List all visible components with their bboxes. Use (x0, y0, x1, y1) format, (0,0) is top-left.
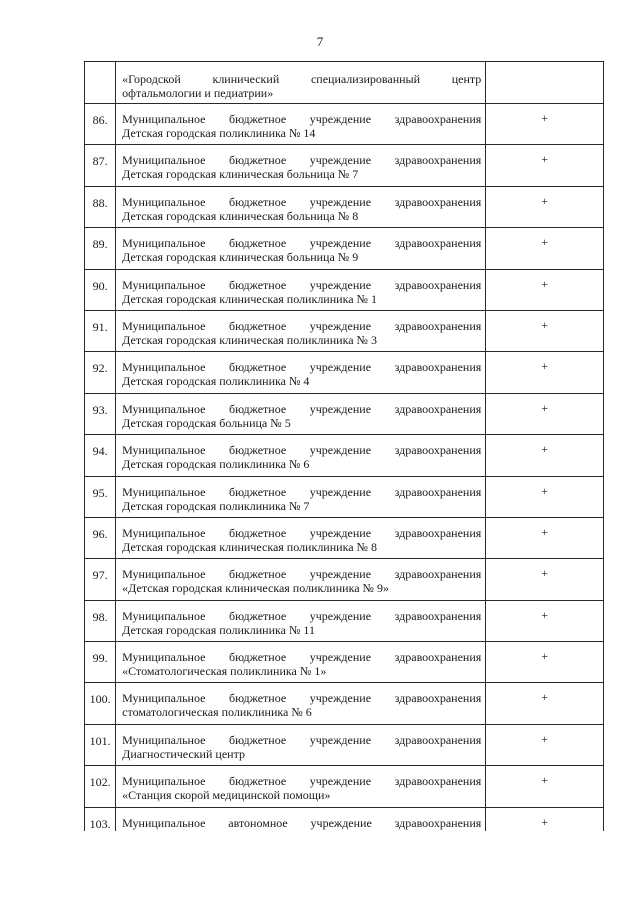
institution-name-cell (116, 145, 486, 186)
row-number: 98. (85, 600, 116, 641)
plus-mark: + (486, 228, 604, 269)
institution-name-cell (116, 517, 486, 558)
institution-name-line-1: Муниципальное бюджетное учреждение здравоохранения (122, 774, 482, 789)
institution-name-cell (116, 310, 486, 351)
page-number: 7 (316, 34, 324, 49)
mark-cell (486, 62, 604, 104)
institution-name-line-2: Детская городская поликлиника № 14 (122, 126, 316, 140)
institution-name-line-1: Муниципальное бюджетное учреждение здравоохранения (122, 567, 482, 582)
table-row (85, 393, 604, 434)
row-number-cell (85, 62, 116, 104)
institutions-table (84, 61, 604, 831)
row-number: 100. (85, 683, 116, 724)
institution-name-line-2: Детская городская клиническая больница № 8 (122, 208, 359, 223)
institution-name-cell (116, 352, 486, 393)
plus-mark: + (486, 724, 604, 765)
plus-mark: + (486, 310, 604, 351)
institution-name-line-1: Муниципальное бюджетное учреждение здравоохранения (122, 732, 482, 747)
institution-name-line-1: «Городской клинический специализированный центр (122, 72, 482, 86)
row-number: 91. (85, 310, 116, 351)
institution-name-line-1: Муниципальное бюджетное учреждение здравоохранения (122, 112, 482, 126)
institution-name-cell (116, 724, 486, 765)
institution-name-cell (116, 393, 486, 434)
plus-mark: + (486, 683, 604, 724)
institution-name-line-1: Муниципальное бюджетное учреждение здравоохранения (122, 401, 482, 416)
institution-name-line-1: Муниципальное бюджетное учреждение здравоохранения (122, 318, 482, 333)
plus-mark: + (486, 145, 604, 186)
table-row (85, 145, 604, 186)
institution-name-line-2: Детская городская поликлиника № 7 (122, 498, 310, 513)
institution-name-line-1: Муниципальное бюджетное учреждение здравоохранения (122, 608, 482, 623)
table-row (85, 724, 604, 765)
plus-mark: + (486, 476, 604, 517)
table-row-continuation (85, 62, 604, 104)
institution-name-line-1: Муниципальное бюджетное учреждение здравоохранения (122, 525, 482, 540)
table-row (85, 476, 604, 517)
plus-mark: + (486, 642, 604, 683)
institution-name-cell (116, 228, 486, 269)
institution-name-line-1: Муниципальное автономное учреждение здравоохранения (122, 815, 482, 830)
plus-mark: + (486, 269, 604, 310)
institution-name-cell (116, 62, 486, 104)
institution-name-cell (116, 807, 486, 831)
plus-mark: + (486, 766, 604, 807)
table-row (85, 600, 604, 641)
institution-name-line-2: Детская городская поликлиника № 4 (122, 374, 310, 389)
plus-mark: + (486, 393, 604, 434)
row-number: 95. (85, 476, 116, 517)
row-number: 102. (85, 766, 116, 807)
row-number: 101. (85, 724, 116, 765)
institution-name-cell (116, 269, 486, 310)
table-row (85, 642, 604, 683)
row-number: 86. (85, 104, 116, 145)
institution-name-line-1: Муниципальное бюджетное учреждение здравоохранения (122, 650, 482, 665)
row-number: 97. (85, 559, 116, 600)
row-number: 103. (85, 807, 116, 831)
institution-name-line-2: Детская городская клиническая больница № 9 (122, 250, 359, 265)
table-body (85, 62, 604, 831)
table-row (85, 435, 604, 476)
plus-mark: + (486, 807, 604, 831)
table-row (85, 766, 604, 807)
institution-name-cell (116, 186, 486, 227)
institution-name-line-2: офтальмологии и педиатрии» (122, 86, 274, 100)
institution-name-cell (116, 104, 486, 145)
institution-name-cell (116, 559, 486, 600)
institution-name-cell (116, 476, 486, 517)
institution-name-line-2: Диагностический центр (122, 746, 245, 761)
row-number: 88. (85, 186, 116, 227)
institution-name-line-1: Муниципальное бюджетное учреждение здравоохранения (122, 484, 482, 499)
institution-name-cell (116, 683, 486, 724)
institution-name-cell (116, 766, 486, 807)
institution-name-cell (116, 435, 486, 476)
plus-mark: + (486, 600, 604, 641)
table-row-last (85, 807, 604, 831)
institution-name-line-1: Муниципальное бюджетное учреждение здравоохранения (122, 236, 482, 251)
table-row (85, 104, 604, 145)
institution-name-line-1: Муниципальное бюджетное учреждение здравоохранения (122, 194, 482, 209)
row-number: 94. (85, 435, 116, 476)
row-number: 89. (85, 228, 116, 269)
row-number: 96. (85, 517, 116, 558)
institution-name-line-1: Муниципальное бюджетное учреждение здравоохранения (122, 691, 482, 706)
plus-mark: + (486, 104, 604, 145)
table-row (85, 559, 604, 600)
institution-name-line-2: Детская городская клиническая поликлиника № 8 (122, 539, 377, 554)
row-number: 99. (85, 642, 116, 683)
row-number: 92. (85, 352, 116, 393)
plus-mark: + (486, 517, 604, 558)
table-row (85, 228, 604, 269)
institution-name-line-2: Детская городская поликлиника № 11 (122, 622, 315, 637)
table-row (85, 269, 604, 310)
table-row (85, 352, 604, 393)
institution-name-line-1: Муниципальное бюджетное учреждение здравоохранения (122, 153, 482, 168)
table-row (85, 683, 604, 724)
institution-name-line-2: «Станция скорой медицинской помощи» (122, 788, 331, 803)
plus-mark: + (486, 352, 604, 393)
plus-mark: + (486, 435, 604, 476)
institution-name-line-2: Детская городская клиническая больница № 7 (122, 167, 359, 182)
row-number: 93. (85, 393, 116, 434)
plus-mark: + (486, 559, 604, 600)
row-number: 87. (85, 145, 116, 186)
institution-name-line-2: «Стоматологическая поликлиника № 1» (122, 664, 327, 679)
institution-name-line-2: «Детская городская клиническая поликлиника № 9» (122, 581, 389, 596)
institution-name-cell (116, 642, 486, 683)
institution-name-line-2: стоматологическая поликлиника № 6 (122, 705, 312, 720)
table-row (85, 310, 604, 351)
institution-name-line-2: Детская городская больница № 5 (122, 415, 291, 430)
institution-name-line-1: Муниципальное бюджетное учреждение здравоохранения (122, 277, 482, 292)
institution-name-line-2: Детская городская поликлиника № 6 (122, 457, 310, 472)
row-number: 90. (85, 269, 116, 310)
institution-name-line-1: Муниципальное бюджетное учреждение здравоохранения (122, 443, 482, 458)
table-row (85, 517, 604, 558)
institution-name-line-2: Детская городская клиническая поликлиника № 1 (122, 291, 377, 306)
institution-name-cell (116, 600, 486, 641)
institution-name-line-1: Муниципальное бюджетное учреждение здравоохранения (122, 360, 482, 375)
plus-mark: + (486, 186, 604, 227)
institution-name-line-2: Детская городская клиническая поликлиника № 3 (122, 332, 377, 347)
table-row (85, 186, 604, 227)
